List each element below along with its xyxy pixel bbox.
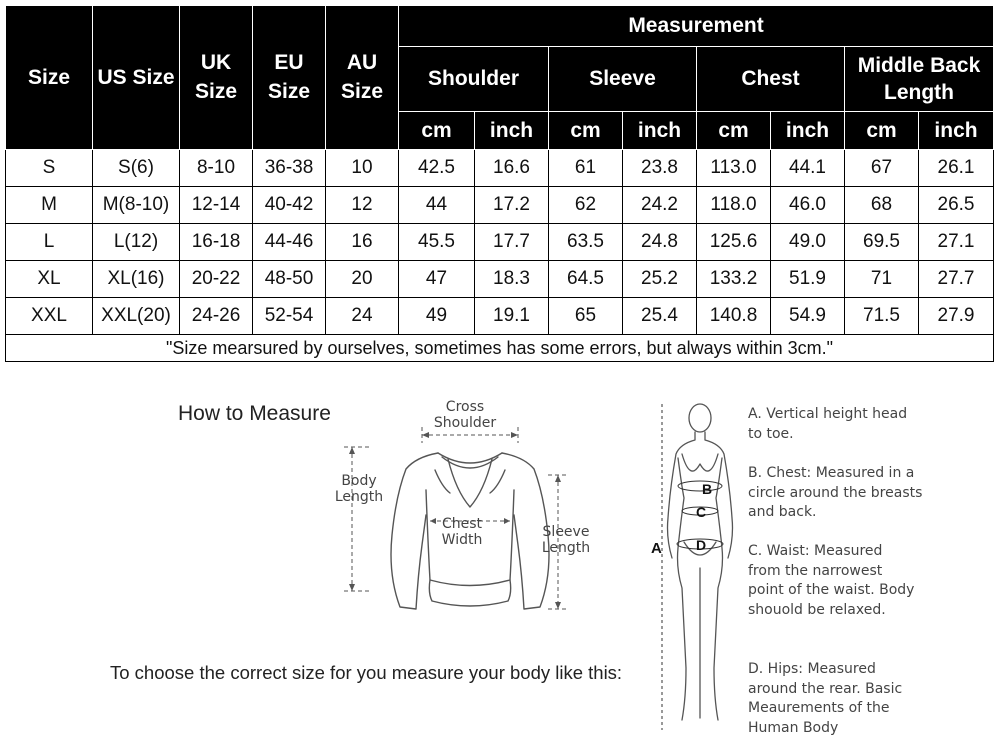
table-cell: 118.0 <box>697 187 771 224</box>
legend-c-text: C. Waist: Measured from the narrowest point of the waist. Body shouold be relaxed. <box>748 543 915 618</box>
table-cell: 12 <box>326 187 399 224</box>
legend-d-text: D. Hips: Measured around the rear. Basic Meaurements of the Human Body <box>748 661 903 736</box>
table-cell: 24-26 <box>180 298 253 335</box>
table-cell: M(8-10) <box>93 187 180 224</box>
table-cell: S <box>6 150 93 187</box>
table-row <box>6 150 994 187</box>
legend-a <box>748 405 988 444</box>
legend-c <box>748 542 918 620</box>
table-cell: 71.5 <box>845 298 919 335</box>
table-cell: 65 <box>549 298 623 335</box>
table-cell: XL(16) <box>93 261 180 298</box>
table-cell: 133.2 <box>697 261 771 298</box>
table-cell: XL <box>6 261 93 298</box>
table-cell: 10 <box>326 150 399 187</box>
table-cell: 71 <box>845 261 919 298</box>
table-cell: 67 <box>845 150 919 187</box>
table-row <box>6 298 994 335</box>
table-cell: 24.8 <box>623 224 697 261</box>
table-cell: 20 <box>326 261 399 298</box>
table-cell: 8-10 <box>180 150 253 187</box>
table-cell: 27.1 <box>919 224 994 261</box>
table-cell: 45.5 <box>399 224 475 261</box>
table-cell: 26.1 <box>919 150 994 187</box>
table-cell: 20-22 <box>180 261 253 298</box>
table-cell: 51.9 <box>771 261 845 298</box>
header-eu-size: EU Size <box>253 6 326 150</box>
table-cell: 36-38 <box>253 150 326 187</box>
table-cell: 42.5 <box>399 150 475 187</box>
table-cell: 17.2 <box>475 187 549 224</box>
sleeve-length-label: Sleeve Length <box>541 524 591 557</box>
unit-header: inch <box>623 112 697 150</box>
table-cell: 25.4 <box>623 298 697 335</box>
unit-header: cm <box>697 112 771 150</box>
chest-width-label: Chest Width <box>441 516 483 549</box>
legend-b <box>748 464 928 523</box>
header-measurement: Measurement <box>399 6 994 47</box>
table-cell: 64.5 <box>549 261 623 298</box>
table-cell: 16 <box>326 224 399 261</box>
table-cell: S(6) <box>93 150 180 187</box>
table-row <box>6 187 994 224</box>
table-cell: 47 <box>399 261 475 298</box>
unit-header: inch <box>919 112 994 150</box>
table-cell: 49.0 <box>771 224 845 261</box>
header-us-size: US Size <box>93 6 180 150</box>
how-to-measure-title: How to Measure <box>178 402 331 425</box>
table-cell: 24.2 <box>623 187 697 224</box>
header-size: Size <box>6 6 93 150</box>
legend-d <box>748 660 908 738</box>
size-chart-table <box>5 5 994 362</box>
label-c: C <box>696 504 707 520</box>
unit-header: cm <box>399 112 475 150</box>
table-cell: 25.2 <box>623 261 697 298</box>
header-au-size: AU Size <box>326 6 399 150</box>
table-cell: 23.8 <box>623 150 697 187</box>
table-cell: 68 <box>845 187 919 224</box>
unit-header: inch <box>475 112 549 150</box>
table-cell: 54.9 <box>771 298 845 335</box>
table-cell: 44 <box>399 187 475 224</box>
table-cell: 18.3 <box>475 261 549 298</box>
table-cell: 69.5 <box>845 224 919 261</box>
legend-b-text: B. Chest: Measured in a circle around the breasts and back. <box>748 465 923 520</box>
table-cell: M <box>6 187 93 224</box>
table-cell: 63.5 <box>549 224 623 261</box>
table-row <box>6 261 994 298</box>
table-cell: 16.6 <box>475 150 549 187</box>
table-cell: 16-18 <box>180 224 253 261</box>
header-chest: Chest <box>697 47 845 112</box>
table-cell: 113.0 <box>697 150 771 187</box>
table-cell: 62 <box>549 187 623 224</box>
table-cell: 49 <box>399 298 475 335</box>
choose-size-instruction: To choose the correct size for you measure your body like this: <box>110 662 623 683</box>
table-cell: XXL(20) <box>93 298 180 335</box>
table-cell: 27.9 <box>919 298 994 335</box>
table-cell: L <box>6 224 93 261</box>
table-cell: 61 <box>549 150 623 187</box>
table-cell: 12-14 <box>180 187 253 224</box>
table-cell: 40-42 <box>253 187 326 224</box>
table-cell: 44.1 <box>771 150 845 187</box>
table-cell: 140.8 <box>697 298 771 335</box>
body-diagram <box>660 398 740 738</box>
table-cell: 125.6 <box>697 224 771 261</box>
table-cell: 46.0 <box>771 187 845 224</box>
header-shoulder: Shoulder <box>399 47 549 112</box>
table-cell: 17.7 <box>475 224 549 261</box>
label-b: B <box>702 481 713 497</box>
table-note: "Size mearsured by ourselves, sometimes has some errors, but always within 3cm." <box>6 335 994 362</box>
table-cell: 24 <box>326 298 399 335</box>
table-cell: 48-50 <box>253 261 326 298</box>
header-middle-back-length: Middle Back Length <box>845 47 994 112</box>
table-cell: XXL <box>6 298 93 335</box>
table-cell: 27.7 <box>919 261 994 298</box>
table-cell: 52-54 <box>253 298 326 335</box>
cross-shoulder-label: Cross Shoulder <box>433 399 497 432</box>
header-sleeve: Sleeve <box>549 47 697 112</box>
table-cell: 26.5 <box>919 187 994 224</box>
header-uk-size: UK Size <box>180 6 253 150</box>
label-a: A <box>651 540 662 557</box>
table-cell: 19.1 <box>475 298 549 335</box>
unit-header: cm <box>845 112 919 150</box>
unit-header: cm <box>549 112 623 150</box>
table-cell: 44-46 <box>253 224 326 261</box>
legend-a-text: A. Vertical height head to toe. <box>748 406 908 442</box>
body-length-label: Body Length <box>334 473 384 506</box>
table-row <box>6 224 994 261</box>
unit-header: inch <box>771 112 845 150</box>
table-cell: L(12) <box>93 224 180 261</box>
label-d: D <box>696 537 707 553</box>
